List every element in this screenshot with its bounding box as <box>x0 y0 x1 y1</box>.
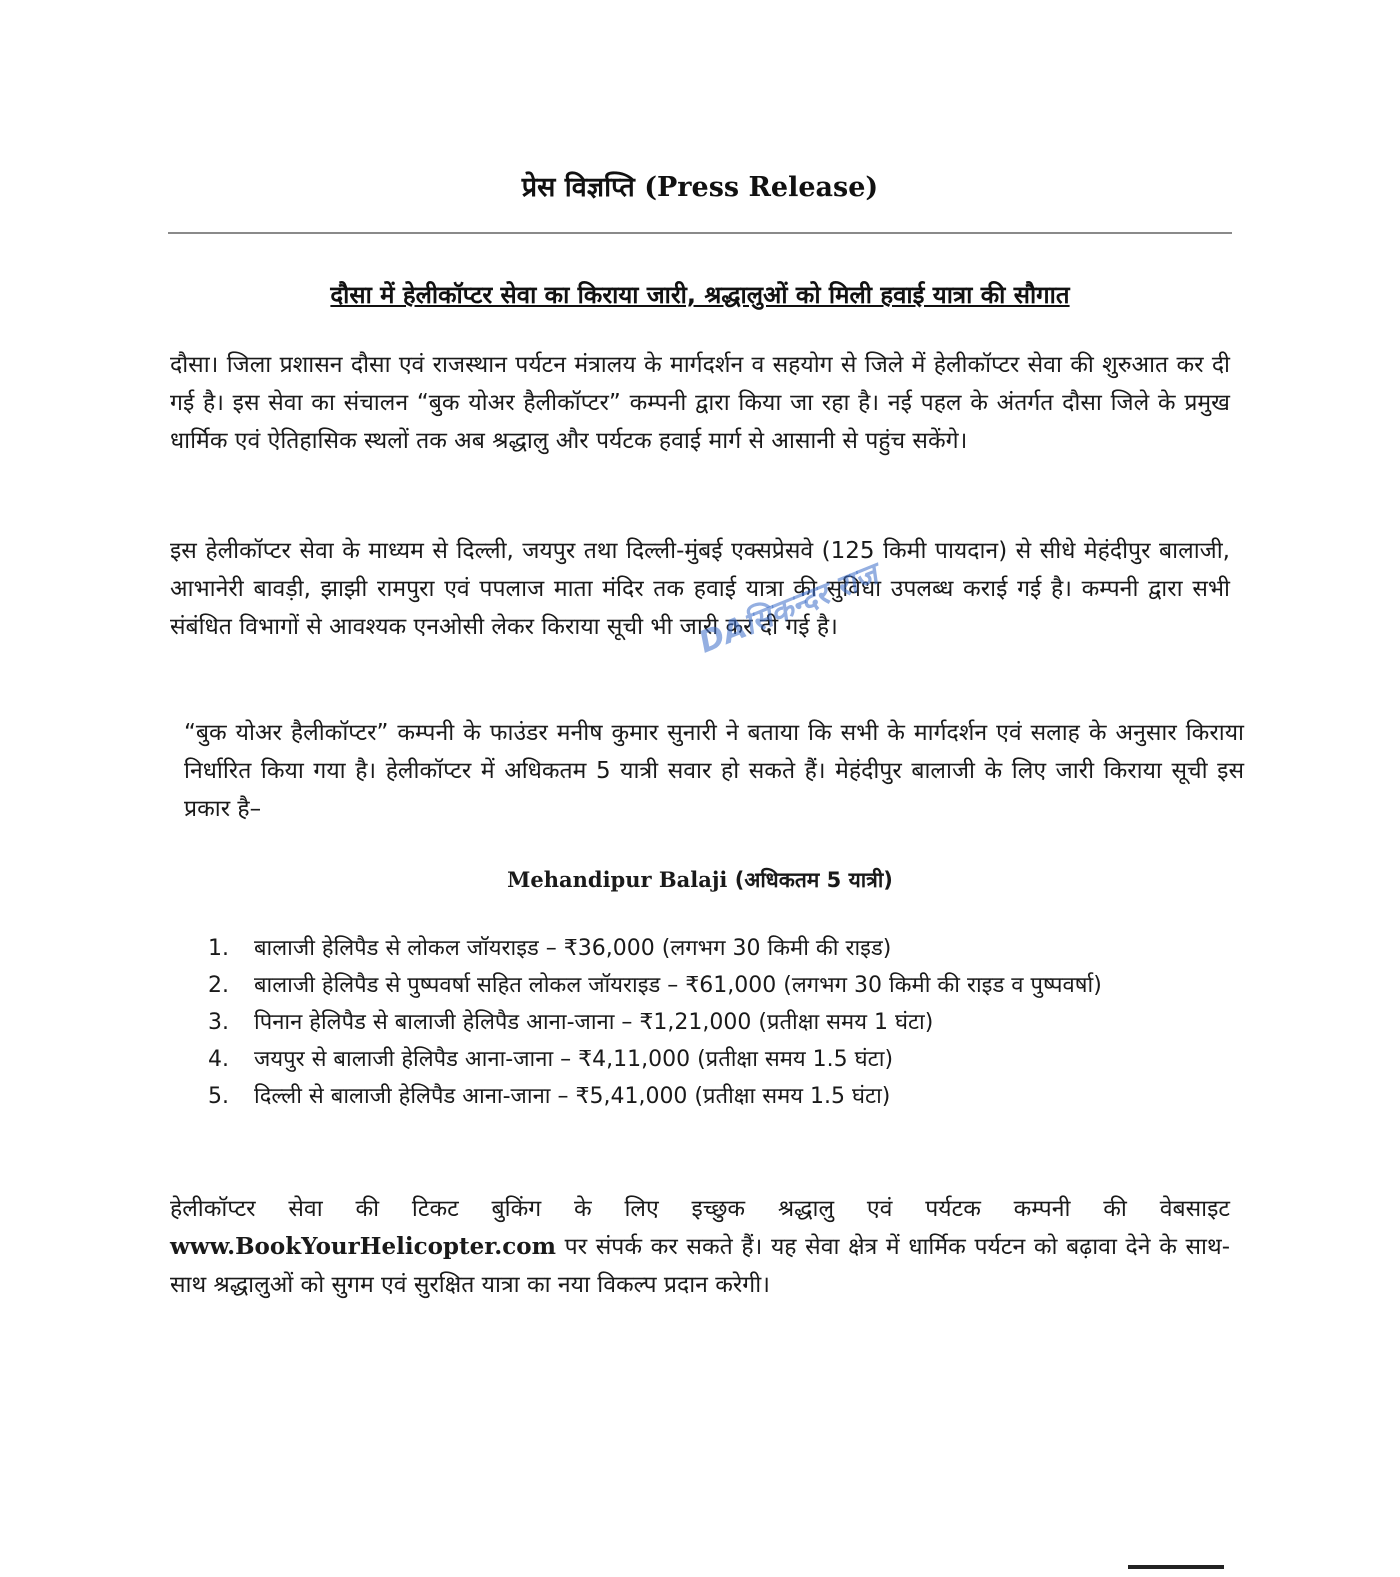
list-item <box>200 1078 1180 1115</box>
list-item-text: जयपुर से बालाजी हेलिपैड आना-जाना – ₹4,11,000 (प्रतीक्षा समय 1.5 घंटा) <box>254 1047 894 1072</box>
title-divider <box>168 232 1232 234</box>
list-item <box>200 930 1180 967</box>
page-corner-mark <box>1128 1565 1224 1569</box>
fare-list <box>200 930 1180 1115</box>
list-item <box>200 1004 1180 1041</box>
headline: दौसा में हेलीकॉप्टर सेवा का किराया जारी, श्रद्धालुओं को मिली हवाई यात्रा की सौगात <box>330 281 1070 309</box>
paragraph-intro: दौसा। जिला प्रशासन दौसा एवं राजस्थान पर्यटन मंत्रालय के मार्गदर्शन व सहयोग से जिले में हेलीकॉप्टर सेवा की शुरुआत कर दी गई है। इस सेवा का संचालन “बुक योअर हैलीकॉप्टर” कम्पनी द्वारा किया जा रहा है। नई पहल के अंतर्गत दौसा जिले के प्रमुख धार्मिक एवं ऐतिहासिक स्थलों तक अब श्रद्धालु और पर्यटक हवाई मार्ग से आसानी से पहुंच सकेंगे। <box>170 352 1230 454</box>
watermark: DAसिकन्दर राज <box>694 557 883 661</box>
list-number: 3. <box>208 1010 229 1035</box>
list-item-text: पिनान हेलिपैड से बालाजी हेलिपैड आना-जाना – ₹1,21,000 (प्रतीक्षा समय 1 घंटा) <box>254 1010 934 1035</box>
list-item <box>200 1041 1180 1078</box>
list-item-text: बालाजी हेलिपैड से पुष्पवर्षा सहित लोकल जॉयराइड – ₹61,000 (लगभग 30 किमी की राइड व पुष्पवर्षा) <box>254 973 1102 998</box>
fare-heading-capacity: (अधिकतम 5 यात्री) <box>734 868 893 892</box>
paragraph-services: इस हेलीकॉप्टर सेवा के माध्यम से दिल्ली, जयपुर तथा दिल्ली-मुंबई एक्सप्रेसवे (125 किमी पायदान) से सीधे मेहंदीपुर बालाजी, आभानेरी बावड़ी, झाझी रामपुरा एवं पपलाज माता मंदिर तक हवाई यात्रा की सुविधा उपलब्ध कराई गई है। कम्पनी द्वारा सभी संबंधित विभागों से आवश्यक एनओसी लेकर किराया सूची भी जारी कर दी गई है। <box>170 538 1230 640</box>
paragraph-booking <box>170 1190 1230 1304</box>
booking-text-before: हेलीकॉप्टर सेवा की टिकट बुकिंग के लिए इच्छुक श्रद्धालु एवं पर्यटक कम्पनी की वेबसाइट <box>170 1196 1230 1222</box>
list-number: 5. <box>208 1084 229 1109</box>
list-number: 1. <box>208 936 229 961</box>
page-title: प्रेस विज्ञप्ति (Press Release) <box>521 172 879 203</box>
list-number: 4. <box>208 1047 229 1072</box>
list-item-text: बालाजी हेलिपैड से लोकल जॉयराइड – ₹36,000 (लगभग 30 किमी की राइड) <box>254 936 892 961</box>
list-number: 2. <box>208 973 229 998</box>
list-item <box>200 967 1180 1004</box>
fare-heading <box>170 862 1230 898</box>
fare-heading-place: Mehandipur Balaji <box>507 867 728 892</box>
paragraph-founder: “बुक योअर हैलीकॉप्टर” कम्पनी के फाउंडर मनीष कुमार सुनारी ने बताया कि सभी के मार्गदर्शन एवं सलाह के अनुसार किराया निर्धारित किया गया है। हेलीकॉप्टर में अधिकतम 5 यात्री सवार हो सकते हैं। मेहंदीपुर बालाजी के लिए जारी किराया सूची इस प्रकार है– <box>184 720 1244 822</box>
booking-text-after: पर संपर्क कर सकते हैं। यह सेवा क्षेत्र में धार्मिक पर्यटन को बढ़ावा देने के साथ-साथ श्रद्धालुओं को सुगम एवं सुरक्षित यात्रा का नया विकल्प प्रदान करेगी। <box>170 1234 1231 1298</box>
website-link[interactable]: www.BookYourHelicopter.com <box>170 1233 556 1260</box>
list-item-text: दिल्ली से बालाजी हेलिपैड आना-जाना – ₹5,41,000 (प्रतीक्षा समय 1.5 घंटा) <box>254 1084 891 1109</box>
